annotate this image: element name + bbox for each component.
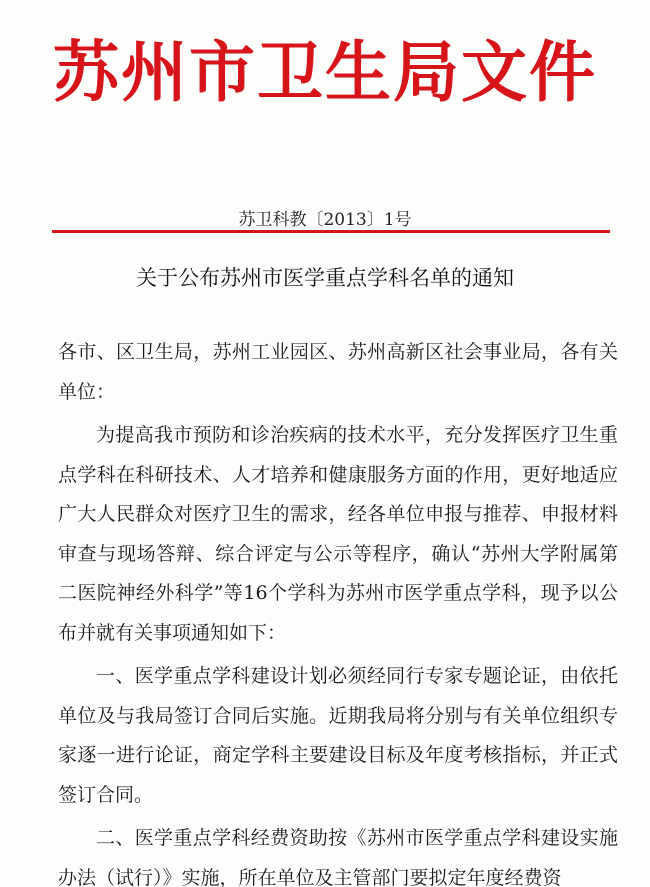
body-paragraph-item-1: 一、医学重点学科建设计划必须经同行专家专题论证，由依托单位及与我局签订合同后实施。近期我局将分别与有关单位组织专家逐一进行论证，商定学科主要建设目标及年度考核指标，并正式签订合同。 [58,665,618,806]
body-paragraph-intro: 为提高我市预防和诊治疾病的技术水平，充分发挥医疗卫生重点学科在科研技术、人才培养和健康服务方面的作用，更好地适应广大人民群众对医疗卫生的需求，经各单位申报与推荐、申报材料审查与现场答辩、综合评定与公示等程序，确认“苏州大学附属第二医院神经外科学”等16个学科为苏州市医学重点学科，现予以公布并就有关事项通知如下： [58,424,618,644]
document-header-title: 苏州市卫生局文件 [53,34,597,111]
document-body [58,333,618,887]
body-paragraph-item-2: 二、医学重点学科经费资助按《苏州市医学重点学科建设实施办法（试行）》实施，所在单位及主管部门要拟定年度经费资 [58,827,618,887]
red-divider-line [52,230,610,233]
addressee-line: 各市、区卫生局，苏州工业园区、苏州高新区社会事业局，各有关单位： [58,341,618,403]
notice-title: 关于公布苏州市医学重点学科名单的通知 [136,266,514,290]
document-number: 苏卫科教〔2013〕1号 [238,210,412,230]
